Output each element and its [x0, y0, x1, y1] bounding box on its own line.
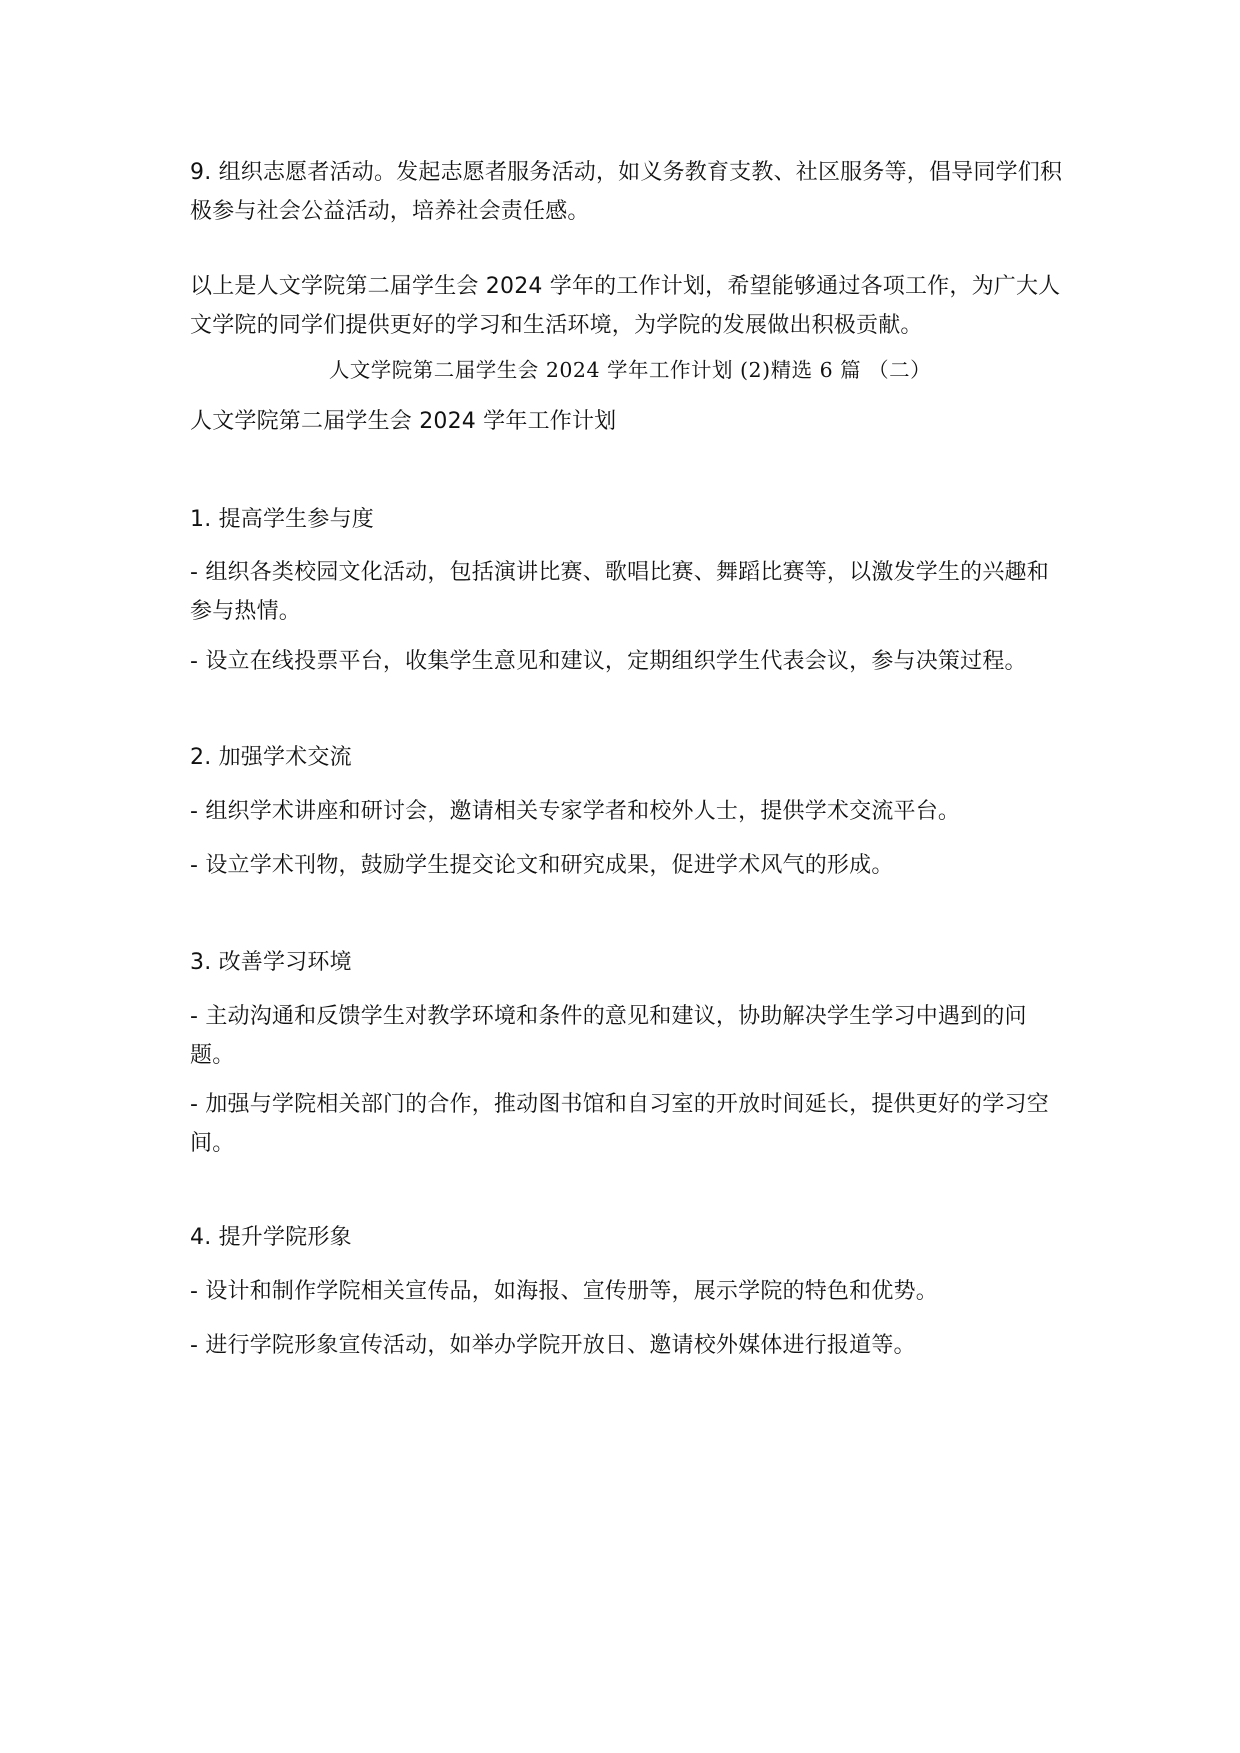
- heading-1: 1. 提高学生参与度: [190, 507, 374, 532]
- heading-2-item-a: - 组织学术讲座和研讨会，邀请相关专家学者和校外人士，提供学术交流平台。: [190, 799, 961, 824]
- heading-3-item-a: - 主动沟通和反馈学生对教学环境和条件的意见和建议，协助解决学生学习中遇到的问题。: [190, 1004, 1027, 1068]
- heading-1-item-b: - 设立在线投票平台，收集学生意见和建议，定期组织学生代表会议，参与决策过程。: [190, 649, 1027, 674]
- heading-2-item-b: - 设立学术刊物，鼓励学生提交论文和研究成果，促进学术风气的形成。: [190, 853, 894, 878]
- summary-paragraph: 以上是人文学院第二届学生会 2024 学年的工作计划，希望能够通过各项工作，为广大人文学院的同学们提供更好的学习和生活环境，为学院的发展做出积极贡献。: [190, 274, 1061, 338]
- heading-4-item-a: - 设计和制作学院相关宣传品，如海报、宣传册等，展示学院的特色和优势。: [190, 1279, 938, 1304]
- section-title: 人文学院第二届学生会 2024 学年工作计划 (2)精选 6 篇 （二）: [328, 358, 932, 382]
- heading-4: 4. 提升学院形象: [190, 1225, 352, 1250]
- heading-2: 2. 加强学术交流: [190, 745, 352, 770]
- heading-1-item-a: - 组织各类校园文化活动，包括演讲比赛、歌唱比赛、舞蹈比赛等，以激发学生的兴趣和参与热情。: [190, 560, 1049, 624]
- document-title: 人文学院第二届学生会 2024 学年工作计划: [190, 409, 617, 434]
- item-9-volunteer-activities: 9. 组织志愿者活动。发起志愿者服务活动，如义务教育支教、社区服务等，倡导同学们积极参与社会公益活动，培养社会责任感。: [190, 160, 1063, 224]
- heading-4-item-b: - 进行学院形象宣传活动，如举办学院开放日、邀请校外媒体进行报道等。: [190, 1333, 916, 1358]
- heading-3-item-b: - 加强与学院相关部门的合作，推动图书馆和自习室的开放时间延长，提供更好的学习空间。: [190, 1092, 1049, 1156]
- heading-3: 3. 改善学习环境: [190, 950, 352, 975]
